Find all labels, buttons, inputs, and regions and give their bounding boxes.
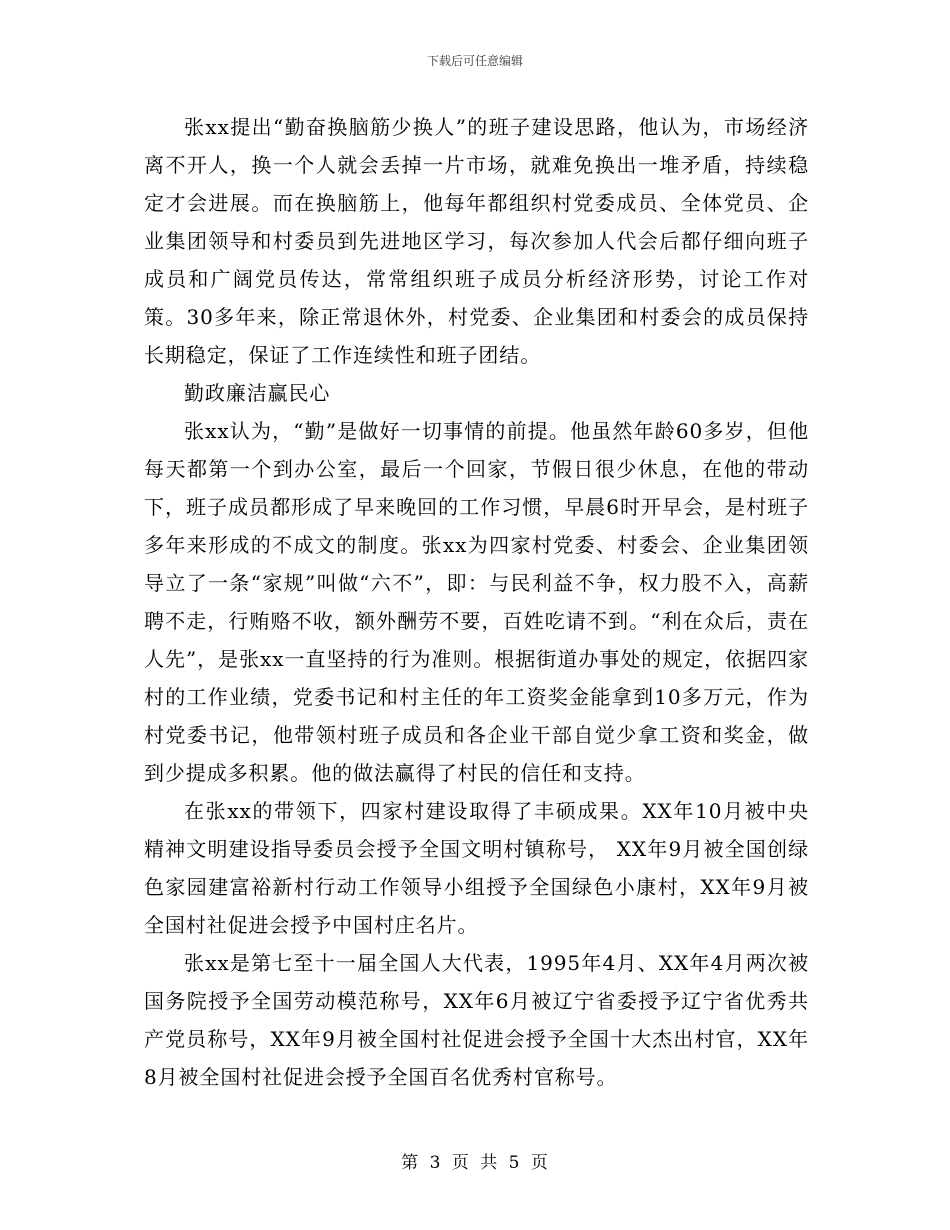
paragraph: 张xx是第七至十一届全国人大代表，1995年4月、XX年4月两次被国务院授予全国劳动模范称号，XX年6月被辽宁省委授予辽宁省优秀共产党员称号，XX年9月被全国村社促进会授予全国十大杰出村官，XX年8月被全国村社促进会授予全国百名优秀村官称号。	[144, 951, 809, 1089]
page-number-footer: 第 3 页 共 5 页	[401, 1153, 549, 1173]
paragraph: 张xx提出“勤奋换脑筋少换人”的班子建设思路，他认为，市场经济离不开人，换一个人就会丢掉一片市场，就难免换出一堆矛盾，持续稳定才会进展。而在换脑筋上，他每年都组织村党委成员、全体党员、企业集团领导和村委员到先进地区学习，每次参加人代会后都仔细向班子成员和广阔党员传达，常常组织班子成员分析经济形势，讨论工作对策。30多年来，除正常退休外，村党委、企业集团和村委会的成员保持长期稳定，保证了工作连续性和班子团结。	[144, 115, 809, 367]
paragraph: 在张xx的带领下，四家村建设取得了丰硕成果。XX年10月被中央精神文明建设指导委员会授予全国文明村镇称号， XX年9月被全国创绿色家园建富裕新村行动工作领导小组授予全国绿色小康村，XX年9月被全国村社促进会授予中国村庄名片。	[144, 799, 809, 937]
section-heading: 勤政廉洁赢民心	[184, 381, 331, 405]
page-header: 下载后可任意编辑	[426, 54, 523, 68]
document-body	[144, 108, 809, 1096]
paragraph: 张xx认为，“勤”是做好一切事情的前提。他虽然年龄60多岁，但他每天都第一个到办公室，最后一个回家，节假日很少休息，在他的带动下，班子成员都形成了早来晚回的工作习惯，早晨6时开早会，是村班子多年来形成的不成文的制度。张xx为四家村党委、村委会、企业集团领导立了一条“家规”叫做“六不”，即：与民利益不争，权力股不入，高薪聘不走，行贿赂不收，额外酬劳不要，百姓吃请不到。“利在众后，责在人先”，是张xx一直坚持的行为准则。根据街道办事处的规定，依据四家村的工作业绩，党委书记和村主任的年工资奖金能拿到10多万元，作为村党委书记，他带领村班子成员和各企业干部自觉少拿工资和奖金，做到少提成多积累。他的做法赢得了村民的信任和支持。	[144, 419, 809, 785]
